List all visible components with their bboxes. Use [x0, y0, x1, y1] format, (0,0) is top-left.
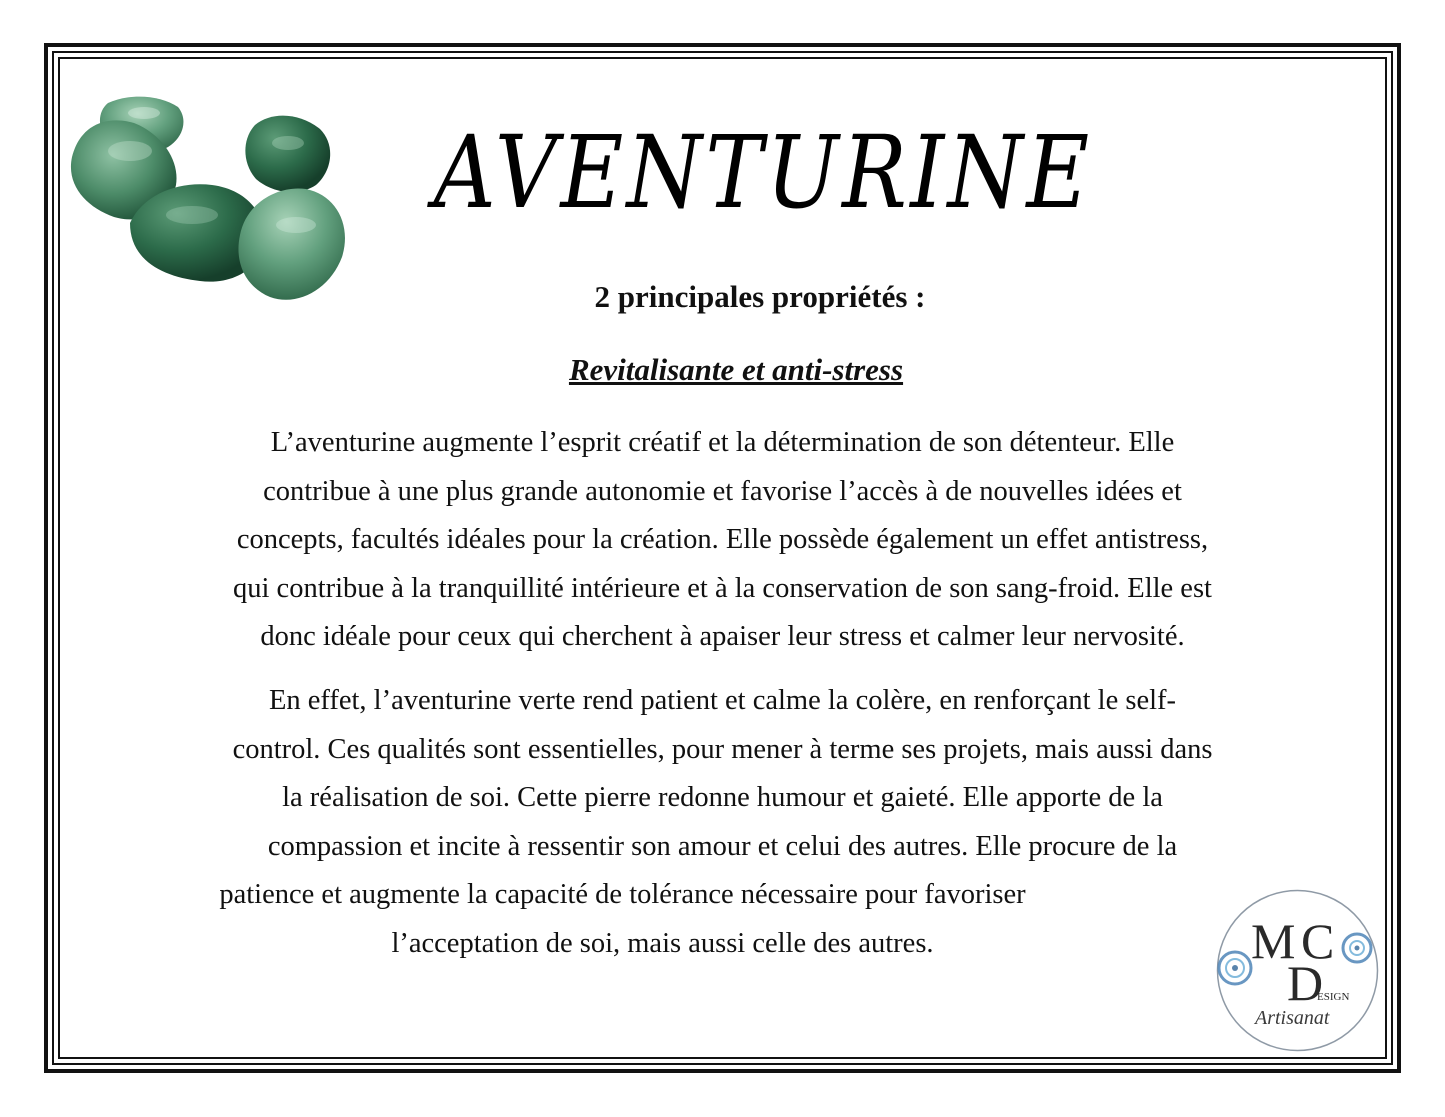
logo-letter-d: D	[1287, 955, 1324, 1011]
logo-letter-m: M	[1251, 913, 1296, 969]
logo-esign: ESIGN	[1317, 991, 1350, 1003]
paragraph-line: L’aventurine augmente l’esprit créatif et la détermination de son détenteur. Elle	[270, 427, 1175, 458]
paragraph-line: l’acceptation de soi, mais aussi celle des autres.	[391, 927, 934, 959]
aventurine-stones-image	[60, 85, 380, 325]
paragraph-line: compassion et incite à ressentir son amour et celui des autres. Elle procure de la	[267, 830, 1178, 862]
description-paragraph-1	[120, 419, 1325, 662]
logo-script: Artisanat	[1255, 1007, 1330, 1029]
paragraph-line: contribue à une plus grande autonomie et favorise l’accès à de nouvelles idées et	[263, 475, 1182, 507]
paragraph-line: concepts, facultés idéales pour la création. Elle possède également un effet antistress,	[236, 524, 1209, 556]
paragraph-line: la réalisation de soi. Cette pierre redonne humour et gaieté. Elle apporte de la	[282, 782, 1163, 814]
properties-heading: Revitalisante et anti-stress	[568, 352, 904, 387]
page-title	[380, 114, 1140, 231]
paragraph-line: En effet, l’aventurine verte rend patient et calme la colère, en renforçant le self-	[268, 685, 1177, 716]
paragraph-line: qui contribue à la tranquillité intérieure et à la conservation de son sang-froid. Elle est	[233, 572, 1212, 604]
mc-design-logo	[1215, 888, 1380, 1053]
subtitle: 2 principales propriétés :	[594, 279, 926, 314]
paragraph-line: control. Ces qualités sont essentielles, pour mener à terme ses projets, mais aussi dans	[232, 733, 1213, 765]
logo-letter-c: C	[1301, 913, 1335, 969]
description-paragraph-2	[120, 677, 1325, 969]
paragraph-line: patience et augmente la capacité de tolérance nécessaire pour favoriser	[219, 879, 1026, 911]
paragraph-line: donc idéale pour ceux qui cherchent à apaiser leur stress et calmer leur nervosité.	[260, 621, 1185, 653]
page-title-text: AVENTURINE	[433, 114, 1093, 231]
